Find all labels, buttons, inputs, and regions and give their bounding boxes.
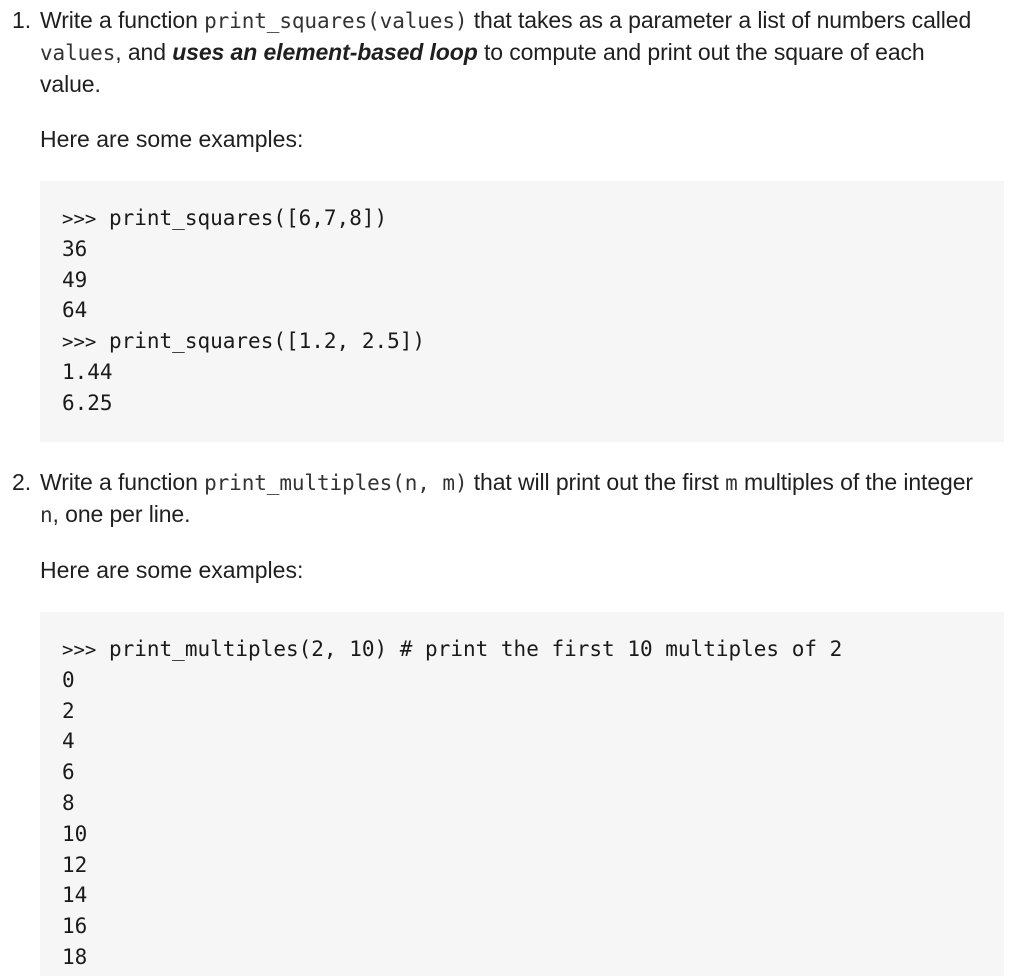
code-output-line	[62, 234, 87, 265]
code-output-line	[62, 357, 113, 388]
code-input-line	[62, 634, 842, 666]
code-text: 1.44	[62, 360, 113, 384]
description-text: Write a function	[40, 7, 205, 33]
code-output-line	[62, 942, 87, 973]
code-output-line	[62, 819, 87, 850]
code-text: 0	[62, 667, 75, 692]
code-text: print_squares([1.2, 2.5])	[96, 329, 426, 354]
code-output-line	[62, 850, 87, 881]
description-text: Write a function	[40, 469, 205, 495]
emphasis-text: uses an element-based loop	[172, 39, 478, 65]
description-text: that will print out the first	[467, 469, 726, 495]
code-output-line	[62, 265, 87, 296]
repl-prompt: >>>	[62, 208, 97, 230]
code-text: 6.25	[62, 390, 113, 415]
description-text: that takes as a parameter a list of numbers called	[467, 7, 972, 33]
code-text: 12	[62, 852, 88, 877]
examples-label: Here are some examples:	[40, 126, 304, 152]
description-text: , and	[115, 39, 173, 65]
repl-prompt: >>>	[62, 331, 97, 354]
problem-number: 1.	[12, 7, 32, 33]
code-text: print_squares([6,7,8])	[96, 206, 388, 230]
parameter-name: n	[40, 503, 53, 527]
code-text: 10	[62, 821, 88, 846]
code-example-block	[40, 612, 1004, 976]
problem-description	[40, 467, 990, 531]
problem-description	[40, 5, 990, 100]
code-output-line	[62, 388, 113, 419]
code-output-line	[62, 295, 87, 326]
code-output-line	[62, 880, 87, 911]
code-output-line	[62, 757, 75, 788]
code-input-line	[62, 326, 425, 358]
problem-number: 2.	[12, 469, 32, 495]
code-text: 64	[62, 298, 88, 323]
code-output-line	[62, 788, 75, 819]
description-text: multiples of the integer	[737, 469, 973, 495]
code-input-line	[62, 203, 387, 235]
function-signature: print_multiples(n, m)	[204, 471, 468, 495]
parameter-name: values	[40, 41, 116, 65]
function-signature: print_squares(values)	[204, 9, 468, 33]
code-example-block	[40, 181, 1004, 442]
parameter-name: m	[725, 471, 738, 495]
code-text: 14	[62, 883, 88, 908]
code-text: 18	[62, 945, 88, 969]
code-output-line	[62, 665, 75, 696]
code-text: 6	[62, 760, 75, 785]
examples-label: Here are some examples:	[40, 557, 304, 583]
code-text: print_multiples(2, 10) # print the first 10 multiples of 2	[96, 637, 843, 661]
description-text: to compute and print out the square of each value.	[40, 39, 925, 97]
repl-prompt: >>>	[62, 639, 97, 661]
code-text: 16	[62, 914, 88, 939]
code-output-line	[62, 726, 75, 757]
code-text: 2	[62, 698, 75, 723]
code-text: 8	[62, 791, 75, 815]
description-text: , one per line.	[52, 501, 191, 527]
code-text: 36	[62, 236, 88, 261]
code-output-line	[62, 696, 75, 727]
code-output-line	[62, 911, 87, 942]
code-text: 49	[62, 267, 88, 292]
code-text: 4	[62, 729, 75, 754]
